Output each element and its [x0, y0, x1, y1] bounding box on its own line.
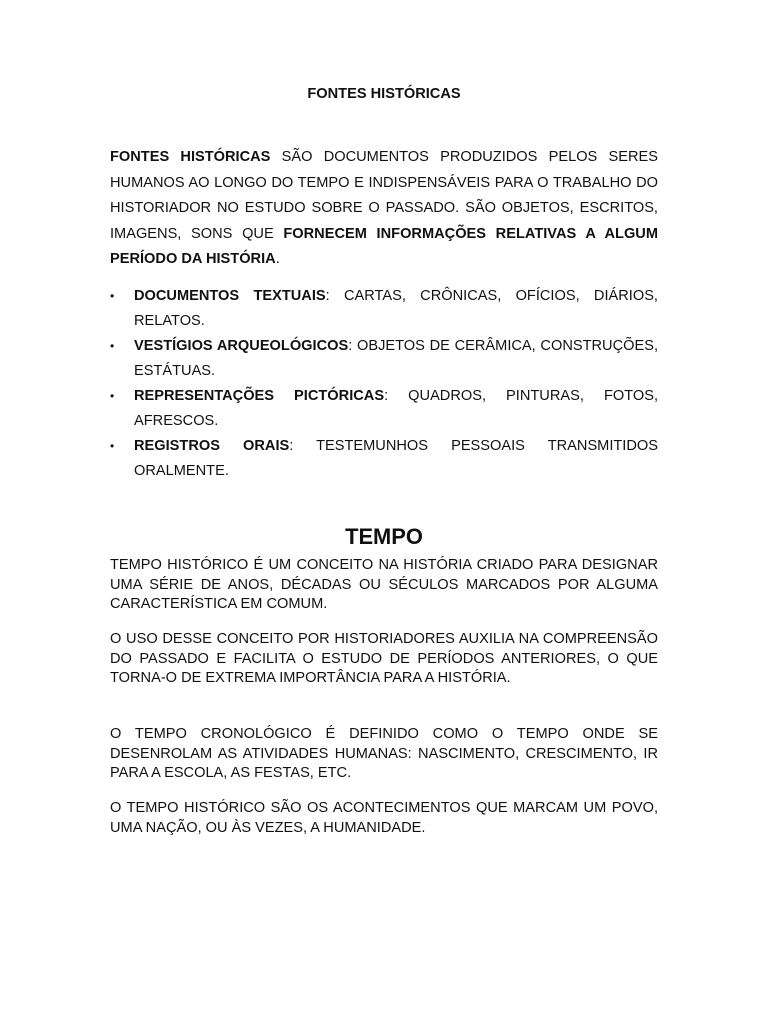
tempo-heading: TEMPO	[345, 524, 423, 549]
bullet-desc: TESTEMUNHOS PESSOAIS TRANSMITIDOS ORALMENTE.	[134, 438, 658, 479]
bullet-dot-icon: •	[110, 389, 115, 403]
tempo-paragraph-2: O USO DESSE CONCEITO POR HISTORIADORES AUXILIA NA COMPREENSÃO DO PASSADO E FACILITA O ESTUDO DE PERÍODOS ANTERIORES, O QUE TORNA-O DE EXTREMA IMPORTÂNCIA PARA A HISTÓRIA.	[110, 631, 658, 686]
bullet-item-representacoes-pictoricas	[110, 384, 658, 434]
bullet-term: REPRESENTAÇÕES PICTÓRICAS	[134, 388, 385, 404]
intro-paragraph	[110, 145, 658, 273]
bullet-desc: OBJETOS DE CERÂMICA, CONSTRUÇÕES, ESTÁTUAS.	[134, 338, 659, 379]
tempo-paragraph-3: O TEMPO CRONOLÓGICO É DEFINIDO COMO O TEMPO ONDE SE DESENROLAM AS ATIVIDADES HUMANAS: NASCIMENTO, CRESCIMENTO, IR PARA A ESCOLA, AS FESTAS, ETC.	[110, 726, 658, 781]
bullet-term: DOCUMENTOS TEXTUAIS	[134, 288, 326, 304]
bullet-dot-icon: •	[110, 289, 115, 303]
bullet-item-documentos-textuais	[110, 284, 658, 334]
bullet-item-vestigios-arqueologicos	[110, 334, 658, 384]
bullet-desc: CARTAS, CRÔNICAS, OFÍCIOS, DIÁRIOS, RELATOS.	[134, 288, 658, 329]
intro-end: .	[275, 251, 280, 267]
document-title: FONTES HISTÓRICAS	[307, 86, 461, 102]
sources-bullet-list	[110, 284, 658, 484]
bullet-sep: :	[289, 438, 317, 454]
tempo-paragraph-4: O TEMPO HISTÓRICO SÃO OS ACONTECIMENTOS QUE MARCAM UM POVO, UMA NAÇÃO, OU ÀS VEZES, A HUMANIDADE.	[110, 800, 658, 836]
tempo-paragraph-1: TEMPO HISTÓRICO É UM CONCEITO NA HISTÓRIA CRIADO PARA DESIGNAR UMA SÉRIE DE ANOS, DÉCADAS OU SÉCULOS MARCADOS POR ALGUMA CARACTERÍSTICA EM COMUM.	[110, 557, 658, 612]
bullet-dot-icon: •	[110, 439, 115, 453]
bullet-term: REGISTROS ORAIS	[134, 438, 290, 454]
bullet-sep: :	[325, 288, 344, 304]
bullet-desc: QUADROS, PINTURAS, FOTOS, AFRESCOS.	[134, 388, 658, 429]
intro-emphasis-bold: FORNECEM INFORMAÇÕES RELATIVAS A ALGUM PERÍODO DA HISTÓRIA	[110, 225, 658, 267]
document-page	[110, 0, 658, 1024]
intro-lead-bold: FONTES HISTÓRICAS	[110, 149, 271, 165]
bullet-item-registros-orais	[110, 434, 658, 484]
bullet-term: VESTÍGIOS ARQUEOLÓGICOS	[134, 338, 349, 354]
bullet-sep: :	[384, 388, 409, 404]
intro-text: SÃO DOCUMENTOS PRODUZIDOS PELOS SERES HUMANOS AO LONGO DO TEMPO E INDISPENSÁVEIS PARA O TRABALHO DO HISTORIADOR NO ESTUDO SOBRE O PASSADO. SÃO OBJETOS, ESCRITOS, IMAGENS, SONS QUE	[110, 149, 658, 242]
bullet-dot-icon: •	[110, 339, 115, 353]
bullet-sep: :	[348, 338, 358, 354]
